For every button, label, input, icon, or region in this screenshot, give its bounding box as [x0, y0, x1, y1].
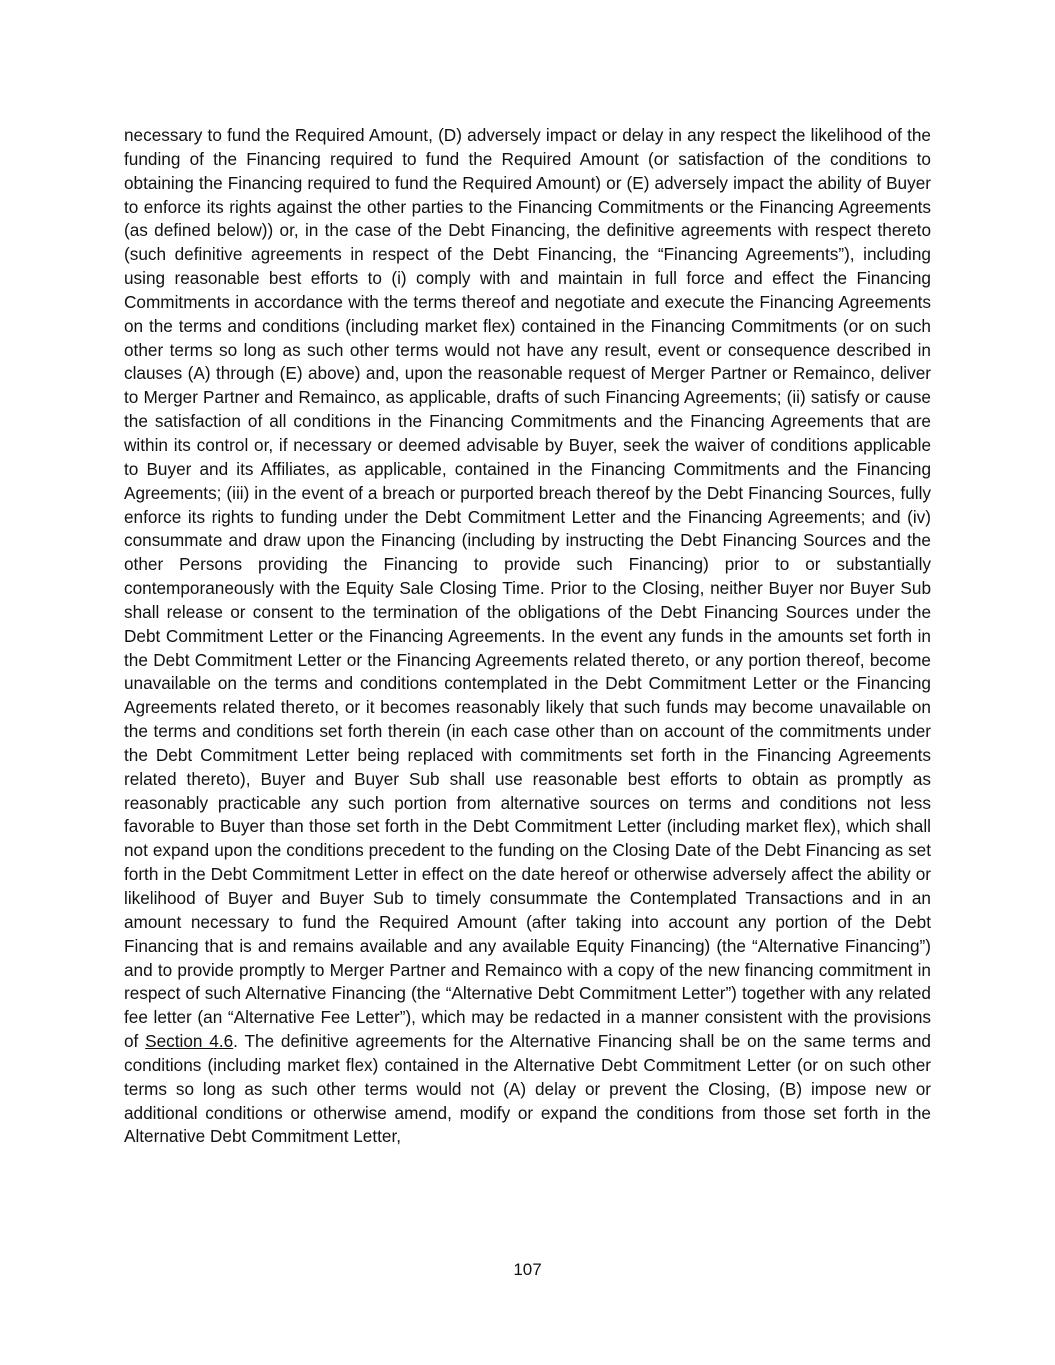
page-number: 107	[513, 1260, 542, 1279]
body-paragraph	[124, 124, 931, 1149]
paragraph-text-part-2: . The definitive agreements for the Alternative Financing shall be on the same terms and conditions (including market flex) contained in the Alternative Debt Commitment Letter (or on such other terms so long as such other terms would not (A) delay or prevent the Closing, (B) impose new or additional conditions or otherwise amend, modify or expand the conditions from those set forth in the Alternative Debt Commitment Letter,	[124, 1031, 931, 1147]
section-reference: Section 4.6	[145, 1031, 234, 1052]
paragraph-text-part-1: necessary to fund the Required Amount, (D) adversely impact or delay in any respect the likelihood of the funding of the Financing required to fund the Required Amount (or satisfaction of the conditions to obtaining the Financing required to fund the Required Amount) or (E) adversely impact the ability of Buyer to enforce its rights against the other parties to the Financing Commitments or the Financing Agreements (as defined below)) or, in the case of the Debt Financing, the definitive agreements with respect thereto (such definitive agreements in respect of the Debt Financing, the “Financing Agreements”), including using reasonable best efforts to (i) comply with and maintain in full force and effect the Financing Commitments in accordance with the terms thereof and negotiate and execute the Financing Agreements on the terms and conditions (including market flex) contained in the Financing Commitments (or on such other terms so long as such other terms would not have any result, event or consequence described in clauses (A) through (E) above) and, upon the reasonable request of Merger Partner or Remainco, deliver to Merger Partner and Remainco, as applicable, drafts of such Financing Agreements; (ii) satisfy or cause the satisfaction of all conditions in the Financing Commitments and the Financing Agreements that are within its control or, if necessary or deemed advisable by Buyer, seek the waiver of conditions applicable to Buyer and its Affiliates, as applicable, contained in the Financing Commitments and the Financing Agreements; (iii) in the event of a breach or purported breach thereof by the Debt Financing Sources, fully enforce its rights to funding under the Debt Commitment Letter and the Financing Agreements; and (iv) consummate and draw upon the Financing (including by instructing the Debt Financing Sources and the other Persons providing the Financing to provide such Financing) prior to or substantially contemporaneously with the Equity Sale Closing Time. Prior to the Closing, neither Buyer nor Buyer Sub shall release or consent to the termination of the obligations of the Debt Financing Sources under the Debt Commitment Letter or the Financing Agreements. In the event any funds in the amounts set forth in the Debt Commitment Letter or the Financing Agreements related thereto, or any portion thereof, become unavailable on the terms and conditions contemplated in the Debt Commitment Letter or the Financing Agreements related thereto, or it becomes reasonably likely that such funds may become unavailable on the terms and conditions set forth therein (in each case other than on account of the commitments under the Debt Commitment Letter being replaced with commitments set forth in the Financing Agreements related thereto), Buyer and Buyer Sub shall use reasonable best efforts to obtain as promptly as reasonably practicable any such portion from alternative sources on terms and conditions not less favorable to Buyer than those set forth in the Debt Commitment Letter (including market flex), which shall not expand upon the conditions precedent to the funding on the Closing Date of the Debt Financing as set forth in the Debt Commitment Letter in effect on the date hereof or otherwise adversely affect the ability or likelihood of Buyer and Buyer Sub to timely consummate the Contemplated Transactions and in an amount necessary to fund the Required Amount (after taking into account any portion of the Debt Financing that is and remains available and any available Equity Financing) (the “Alternative Financing”) and to provide promptly to Merger Partner and Remainco with a copy of the new financing commitment in respect of such Alternative Financing (the “Alternative Debt Commitment Letter”) together with any related fee letter (an “Alternative Fee Letter”), which may be redacted in a manner consistent with the provisions of	[124, 125, 931, 1052]
